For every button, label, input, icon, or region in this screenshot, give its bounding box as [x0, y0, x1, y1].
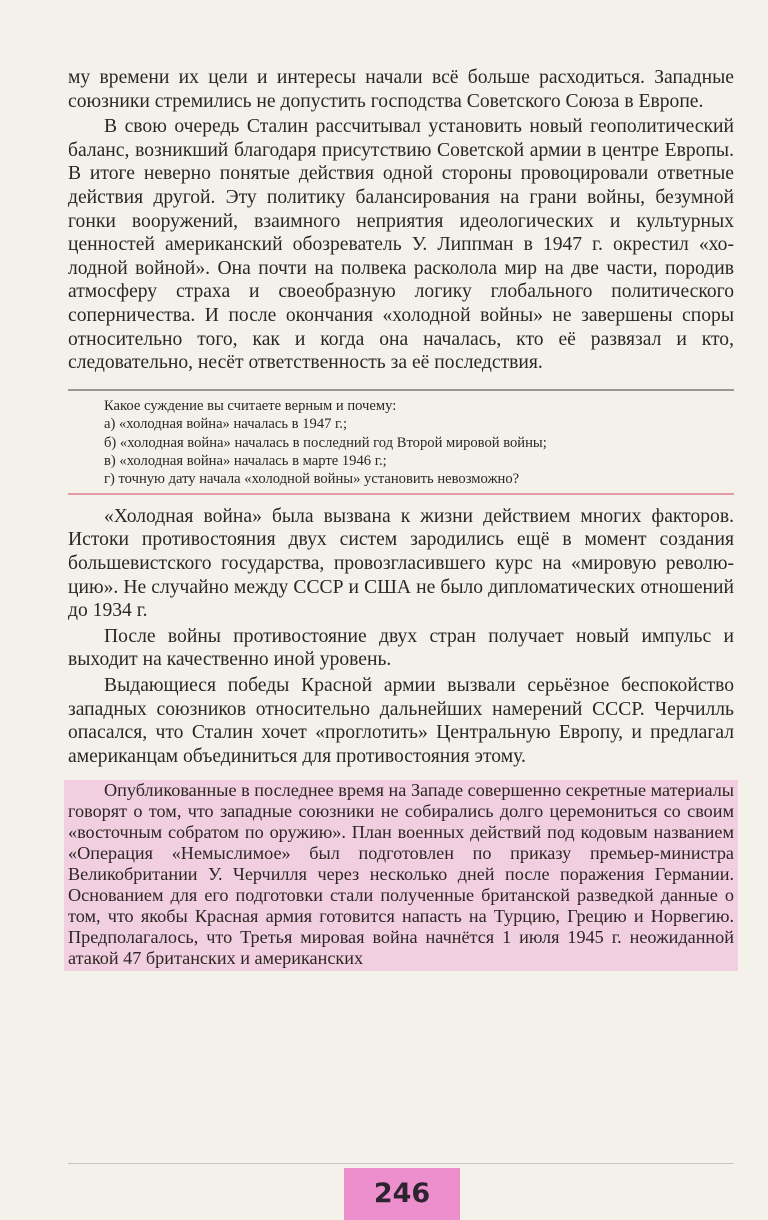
- page-number: 246: [344, 1168, 460, 1220]
- paragraph-churchill: Выдающиеся победы Красной армии вызвали серьёзное беспокойство западных союзников относительно дальнейших намерений СССР. Черчилль опасался, что Сталин хочет «проглотить» Центральную Европу, и предлагал американцам объединиться для противостояния этому.: [68, 674, 734, 767]
- question-box: [68, 397, 734, 489]
- question-option-a: а) «холодная война» началась в 1947 г.;: [104, 416, 348, 433]
- paragraph-continuation: му времени их цели и интересы начали всё больше расходиться. Западные союзники стремились не допустить господства Советского Союза в Европе.: [68, 67, 734, 112]
- paragraph-stalin-balance: В свою очередь Сталин рассчитывал установить новый геополитический баланс, возникший благодаря присутствию Советской армии в центре Европы. В итоге неверно понятые действия одной стороны провоцировали ответные действия другой. Эту политику балансирования на грани войны, безумной гонки вооружений, взаимного неприятия идеологических и культурных ценностей американский обозреватель У. Липпман в 1947 г. окрестил «холодной войной». Она почти на полвека расколола мир на две части, породив атмосферу страха и своеобразную логику глобального политического соперничества. И после окончания «холодной войны» не завершены споры относительно того, как и когда она началась, кто её развязал и кто, следовательно, несёт ответственность за её последствия.: [68, 116, 734, 374]
- question-option-b: б) «холодная война» началась в последний год Второй мировой войны;: [104, 434, 547, 451]
- page-content: [68, 66, 734, 971]
- question-option-d: г) точную дату начала «холодной войны» установить невозможно?: [104, 471, 520, 488]
- paragraph-unthinkable: Опубликованные в последнее время на Западе совершенно секретные материалы говорят о том, что западные союзники не собирались долго церемониться со своим «восточным собратом по оружию». План военных действий под кодовым названием «Операция «Немыслимое» был подготовлен по приказу премьер-министра Великобритании У. Черчилля через несколько дней после поражения Германии. Основанием для его подготовки стали полученные британской разведкой данные о том, что якобы Красная армия готовится напасть на Турцию, Грецию и Норвегию. Предполагалось, что Третья мировая война начнётся 1 июля 1945 г. неожиданной атакой 47 британских и американских: [68, 780, 734, 969]
- question-option-c: в) «холодная война» началась в марте 1946 г.;: [104, 452, 387, 469]
- footer-divider: [68, 1163, 734, 1164]
- paragraph-post-war: После войны противостояние двух стран получает новый импульс и выходит на качественно иной уровень.: [68, 625, 734, 671]
- question-top-divider: [68, 389, 734, 391]
- paragraph-cold-war-causes: «Холодная война» была вызвана к жизни действием многих факторов. Истоки противостояния двух систем зародились ещё в момент создания большевистского государства, провозгласившего курс на «мировую революцию». Не случайно между СССР и США не было дипломатических отношений до 1934 г.: [68, 505, 734, 622]
- highlight-block: [64, 780, 738, 971]
- question-heading: Какое суждение вы считаете верным и почему:: [104, 397, 397, 414]
- question-bottom-divider: [68, 493, 734, 495]
